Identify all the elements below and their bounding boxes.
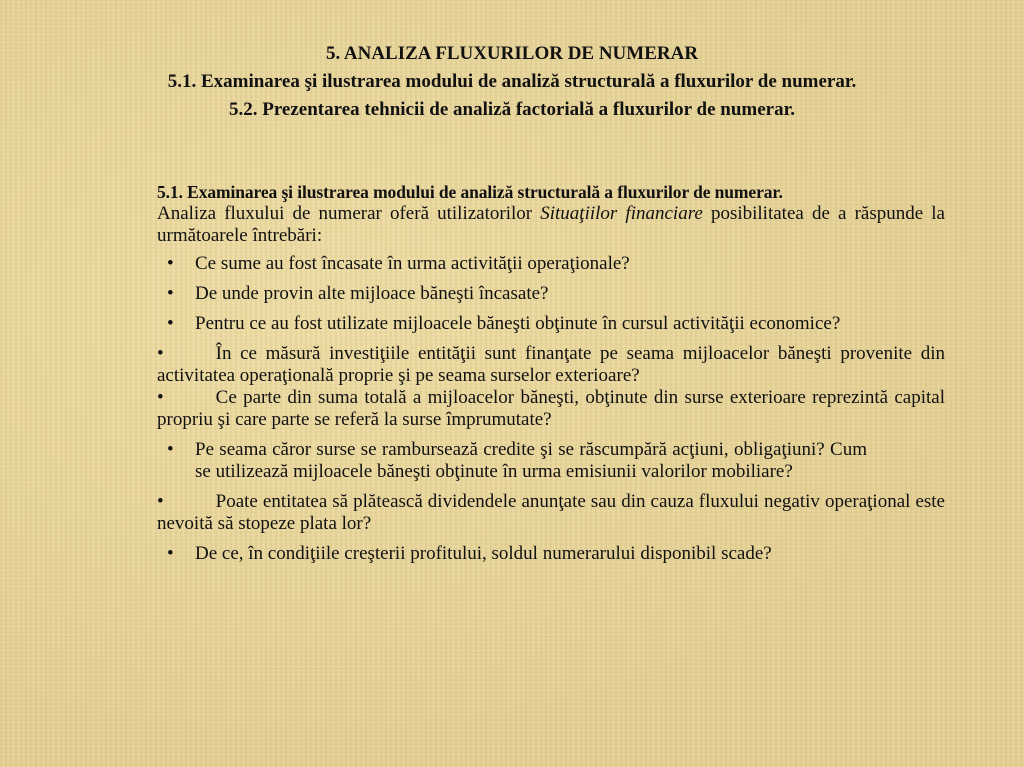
bullet-icon: • xyxy=(167,313,174,334)
title-line-1: 5. ANALIZA FLUXURILOR DE NUMERAR xyxy=(325,43,699,64)
list-item xyxy=(157,343,945,387)
question-text: Poate entitatea să plătească dividendele anunţate sau din cauza fluxului negativ operaţional este nevoită să stopeze plata lor? xyxy=(157,491,945,534)
question-text: În ce măsură investiţiile entităţii sunt finanţate pe seama mijloacelor băneşti provenite din activitatea operaţională proprie şi pe seama surselor exterioare? xyxy=(157,343,945,386)
question-text: Pentru ce au fost utilizate mijloacele băneşti obţinute în cursul activităţii economice? xyxy=(195,313,841,334)
question-text: De ce, în condiţiile creşterii profitului, soldul numerarului disponibil scade? xyxy=(195,543,772,564)
question-text: Ce sume au fost încasate în urma activităţii operaţionale? xyxy=(195,253,630,274)
intro-emphasis: Situaţiilor financiare xyxy=(540,203,703,224)
bullet-icon: • xyxy=(167,283,174,304)
title-line-2: 5.1. Examinarea şi ilustrarea modului de analiză structurală a fluxurilor de numerar. xyxy=(167,71,857,92)
list-item xyxy=(157,543,945,565)
question-text: Pe seama căror surse se rambursează credite şi se răscumpără acţiuni, obligaţiuni? Cum se utilizează mijloacele băneşti obţinute în urma emisiunii valorilor mobiliare? xyxy=(195,439,867,482)
list-item xyxy=(157,313,977,335)
list-item xyxy=(157,387,945,431)
bullet-icon: • xyxy=(167,439,174,460)
bullet-icon: • xyxy=(167,253,174,274)
list-item xyxy=(157,253,945,275)
section-heading: 5.1. Examinarea şi ilustrarea modului de analiză structurală a fluxurilor de numerar. xyxy=(157,182,783,202)
bullet-icon: • xyxy=(167,543,174,564)
intro-text-end: posibilitatea de a răspunde la următoarele întrebări: xyxy=(157,203,945,246)
slide-body xyxy=(157,181,945,565)
intro-text-start: Analiza fluxului de numerar oferă utilizatorilor xyxy=(157,203,541,224)
list-item xyxy=(157,439,945,483)
question-text: Ce parte din suma totală a mijloacelor băneşti, obţinute din surse exterioare reprezintă capital propriu şi care parte se referă la surse împrumutate? xyxy=(157,387,945,430)
list-item xyxy=(157,491,945,535)
bullet-icon: • xyxy=(157,491,164,512)
slide-title xyxy=(0,40,1024,124)
bullet-icon: • xyxy=(157,387,164,408)
title-line-3: 5.2. Prezentarea tehnicii de analiză factorială a fluxurilor de numerar. xyxy=(228,99,796,120)
question-text: De unde provin alte mijloace băneşti încasate? xyxy=(195,283,549,304)
intro-paragraph xyxy=(157,203,945,247)
bullet-icon: • xyxy=(157,343,164,364)
list-item xyxy=(157,283,945,305)
